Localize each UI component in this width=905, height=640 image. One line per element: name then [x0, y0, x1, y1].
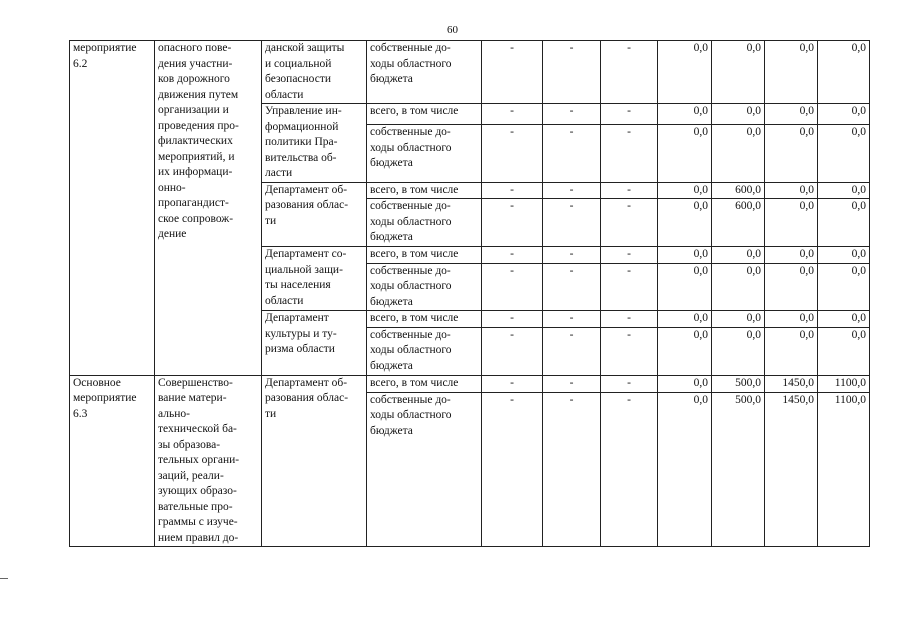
value-cell: 0,0 [658, 125, 712, 182]
executor-cell: данской защиты и социальной безопасности области [262, 41, 367, 104]
value-cell: 0,0 [765, 263, 818, 311]
value-cell: 0,0 [658, 263, 712, 311]
executor-cell: Управление ин- формационной политики Пра- вительства об- ласти [262, 104, 367, 183]
value-cell: 0,0 [818, 125, 870, 182]
value-cell: - [482, 247, 543, 264]
value-cell: - [601, 327, 658, 375]
value-cell: 0,0 [765, 311, 818, 328]
measure-cell: мероприятие 6.2 [70, 41, 155, 376]
value-cell: - [543, 375, 601, 392]
value-cell: - [482, 311, 543, 328]
value-cell: 0,0 [765, 327, 818, 375]
value-cell: - [543, 327, 601, 375]
value-cell: 0,0 [818, 247, 870, 264]
description-cell: Совершенство- вание матери- ально- технической ба- зы образова- тельных органи- заций, реали- зующих образо- вательные про- граммы с изуче- нием правил до- [155, 375, 262, 547]
value-cell: 0,0 [658, 247, 712, 264]
value-cell: 0,0 [658, 311, 712, 328]
source-cell: собственные до- ходы областного бюджета [367, 199, 482, 247]
value-cell: 0,0 [765, 182, 818, 199]
value-cell: 0,0 [712, 327, 765, 375]
value-cell: 0,0 [765, 247, 818, 264]
value-cell: 0,0 [658, 199, 712, 247]
value-cell: 500,0 [712, 375, 765, 392]
value-cell: 0,0 [712, 41, 765, 104]
value-cell: 0,0 [818, 182, 870, 199]
value-cell: 0,0 [658, 41, 712, 104]
executor-cell: Департамент культуры и ту- ризма области [262, 311, 367, 376]
value-cell: - [543, 125, 601, 182]
source-cell: всего, в том числе [367, 247, 482, 264]
value-cell: - [543, 311, 601, 328]
value-cell: 0,0 [765, 199, 818, 247]
budget-table [69, 40, 870, 547]
value-cell: 500,0 [712, 392, 765, 546]
value-cell: 0,0 [658, 392, 712, 546]
value-cell: 0,0 [818, 311, 870, 328]
value-cell: 0,0 [765, 41, 818, 104]
description-cell: опасного пове- дения участни- ков дорожного движения путем организации и проведения про- филактических мероприятий, и их информаци- онно- пропагандист- ское сопровож- дение [155, 41, 262, 376]
source-cell: всего, в том числе [367, 375, 482, 392]
value-cell: 1100,0 [818, 392, 870, 546]
value-cell: 0,0 [658, 104, 712, 125]
source-cell: всего, в том числе [367, 182, 482, 199]
value-cell: - [482, 263, 543, 311]
value-cell: - [482, 392, 543, 546]
value-cell: 1100,0 [818, 375, 870, 392]
value-cell: 0,0 [658, 327, 712, 375]
page-number: 60 [447, 24, 458, 36]
trim-mark [0, 578, 8, 579]
value-cell: - [601, 182, 658, 199]
value-cell: - [601, 375, 658, 392]
value-cell: 0,0 [765, 125, 818, 182]
value-cell: - [543, 41, 601, 104]
value-cell: - [543, 263, 601, 311]
source-cell: всего, в том числе [367, 104, 482, 125]
value-cell: 1450,0 [765, 392, 818, 546]
value-cell: - [482, 41, 543, 104]
value-cell: 0,0 [658, 182, 712, 199]
executor-cell: Департамент со- циальной защи- ты населения области [262, 247, 367, 311]
value-cell: - [601, 41, 658, 104]
value-cell: - [482, 182, 543, 199]
value-cell: - [482, 327, 543, 375]
value-cell: 0,0 [712, 263, 765, 311]
value-cell: 0,0 [712, 104, 765, 125]
value-cell: - [482, 375, 543, 392]
value-cell: 0,0 [712, 247, 765, 264]
value-cell: - [601, 392, 658, 546]
value-cell: - [543, 247, 601, 264]
value-cell: - [601, 199, 658, 247]
value-cell: 1450,0 [765, 375, 818, 392]
value-cell: 0,0 [765, 104, 818, 125]
value-cell: 0,0 [818, 41, 870, 104]
value-cell: - [543, 392, 601, 546]
value-cell: 0,0 [658, 375, 712, 392]
source-cell: собственные до- ходы областного бюджета [367, 125, 482, 182]
value-cell: - [543, 104, 601, 125]
value-cell: - [543, 199, 601, 247]
value-cell: 0,0 [818, 199, 870, 247]
value-cell: 0,0 [818, 327, 870, 375]
measure-cell: Основное мероприятие 6.3 [70, 375, 155, 547]
value-cell: - [601, 311, 658, 328]
value-cell: - [543, 182, 601, 199]
value-cell: - [601, 247, 658, 264]
value-cell: 600,0 [712, 199, 765, 247]
value-cell: - [601, 125, 658, 182]
value-cell: 0,0 [712, 311, 765, 328]
source-cell: собственные до- ходы областного бюджета [367, 41, 482, 104]
value-cell: 0,0 [818, 263, 870, 311]
value-cell: - [482, 199, 543, 247]
source-cell: всего, в том числе [367, 311, 482, 328]
value-cell: - [482, 104, 543, 125]
value-cell: - [482, 125, 543, 182]
source-cell: собственные до- ходы областного бюджета [367, 263, 482, 311]
executor-cell: Департамент об- разования облас- ти [262, 375, 367, 547]
table-row [70, 375, 870, 392]
value-cell: - [601, 263, 658, 311]
value-cell: 600,0 [712, 182, 765, 199]
value-cell: 0,0 [712, 125, 765, 182]
table-row [70, 41, 870, 104]
value-cell: - [601, 104, 658, 125]
source-cell: собственные до- ходы областного бюджета [367, 327, 482, 375]
value-cell: 0,0 [818, 104, 870, 125]
executor-cell: Департамент об- разования облас- ти [262, 182, 367, 247]
source-cell: собственные до- ходы областного бюджета [367, 392, 482, 546]
